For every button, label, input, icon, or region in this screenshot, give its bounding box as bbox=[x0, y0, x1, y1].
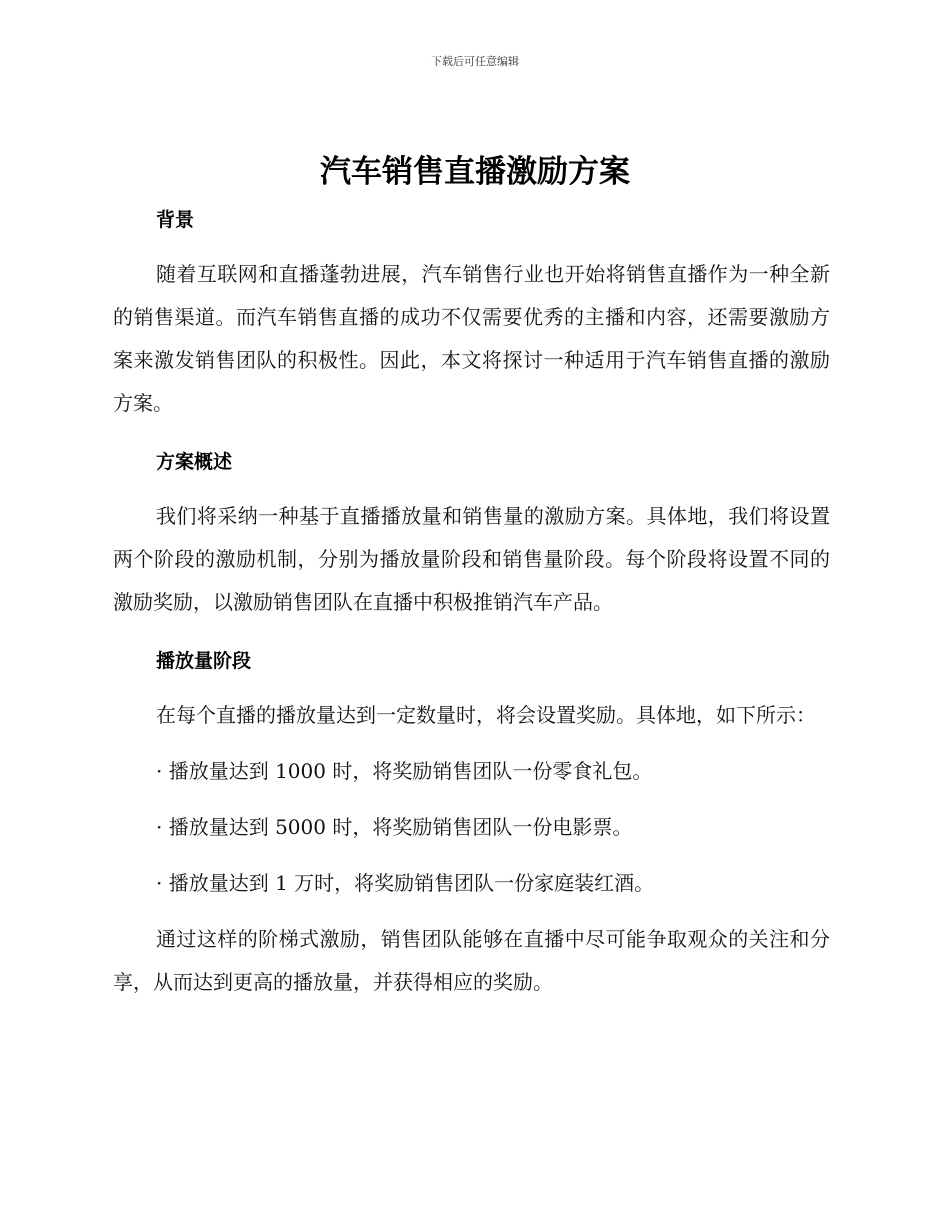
document-title: 汽车销售直播激励方案 bbox=[320, 154, 630, 190]
section-heading-overview: 方案概述 bbox=[156, 451, 233, 473]
paragraph-views-intro: 在每个直播的播放量达到一定数量时，将会设置奖励。具体地，如下所示： bbox=[156, 703, 816, 727]
list-item-reward-5000: · 播放量达到 5000 时，将奖励销售团队一份电影票。 bbox=[156, 815, 633, 839]
paragraph-overview: 我们将采纳一种基于直播播放量和销售量的激励方案。具体地，我们将设置两个阶段的激励机制，分别为播放量阶段和销售量阶段。每个阶段将设置不同的激励奖励，以激励销售团队在直播中积极推销汽车产品。 bbox=[113, 504, 830, 614]
page-header: 下载后可任意编辑 bbox=[431, 55, 519, 68]
document-body bbox=[113, 200, 830, 1004]
paragraph-views-conclusion: 通过这样的阶梯式激励，销售团队能够在直播中尽可能争取观众的关注和分享，从而达到更高的播放量，并获得相应的奖励。 bbox=[113, 927, 830, 994]
paragraph-background: 随着互联网和直播蓬勃进展，汽车销售行业也开始将销售直播作为一种全新的销售渠道。而汽车销售直播的成功不仅需要优秀的主播和内容，还需要激励方案来激发销售团队的积极性。因此，本文将探讨一种适用于汽车销售直播的激励方案。 bbox=[113, 262, 830, 415]
list-item-reward-10000: · 播放量达到 1 万时，将奖励销售团队一份家庭装红酒。 bbox=[156, 871, 655, 895]
section-heading-views-stage: 播放量阶段 bbox=[156, 650, 252, 672]
list-item-reward-1000: · 播放量达到 1000 时，将奖励销售团队一份零食礼包。 bbox=[156, 759, 653, 783]
section-heading-background: 背景 bbox=[156, 209, 195, 231]
